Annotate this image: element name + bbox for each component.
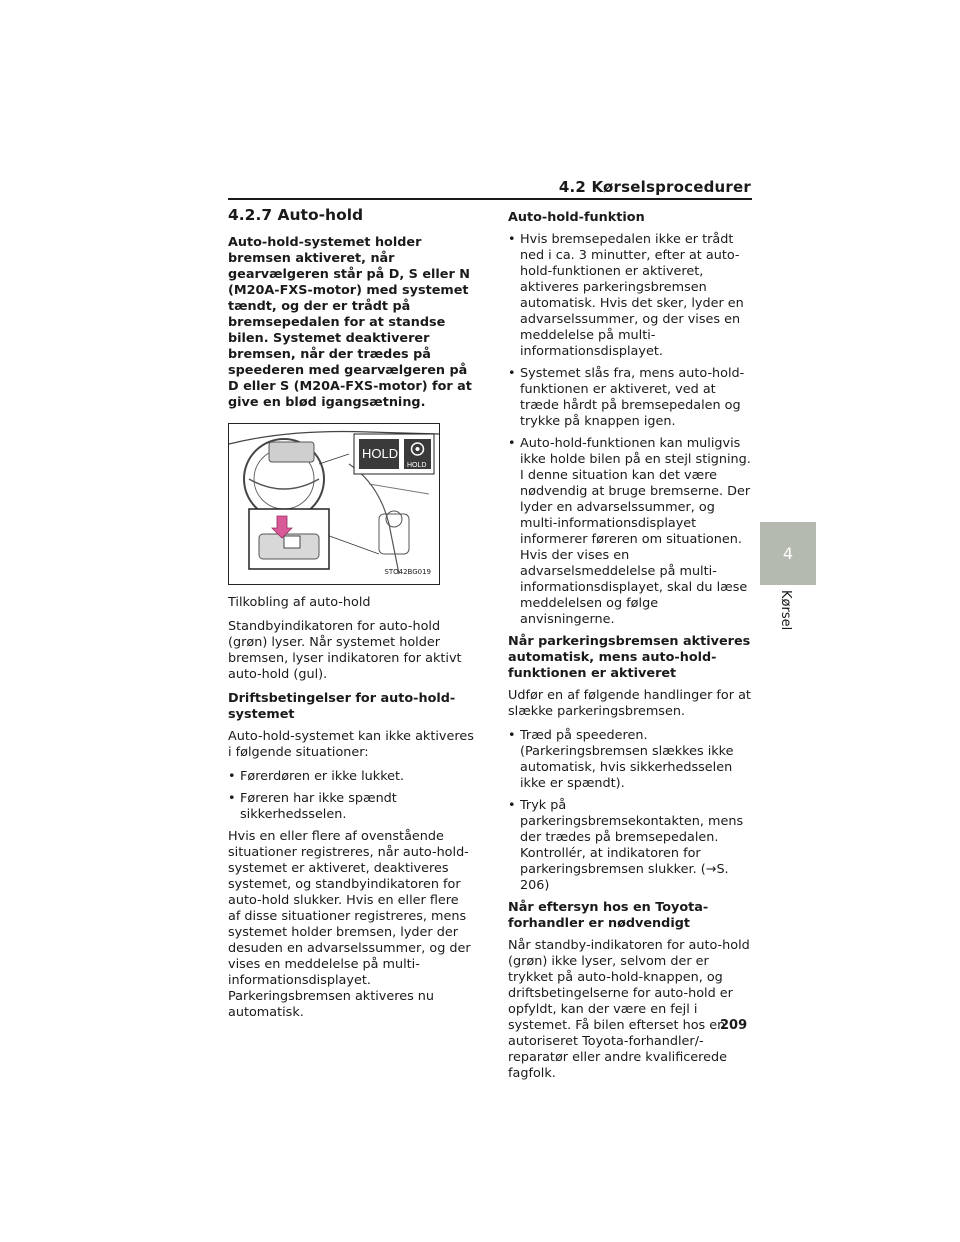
operating-conditions-heading: Driftsbetingelser for auto-hold-systemet — [228, 691, 456, 722]
chapter-label: Kørsel — [778, 590, 793, 631]
standby-paragraph: Standbyindikatoren for auto-hold (grøn) lyser. Når systemet holder bremsen, lyser indikatoren for aktivt auto-hold (gul). — [228, 619, 462, 682]
deactivation-paragraph: Hvis en eller flere af ovenstående situationer registreres, når auto-hold-systemet er aktiveret, deaktiveres systemet, og standbyindikatoren for auto-hold slukker. Hvis en eller flere af disse situationer registreres, mens systemet holder bremsen, lyder der desuden en advarselssummer, og der vises en meddelelse på multi-informationsdisplayet. Parkeringsbremsen aktiveres nu automatisk. — [228, 829, 471, 1020]
list-item: • Auto-hold-funktionen kan muligvis ikke holde bilen på en stejl stigning. I denne situation kan det være nødvendig at bruge bremserne. Der lyder en advarselssummer, og multi-informationsdisplayet informerer føreren om situationen. Hvis der vises en advarselsmeddelelse på multi-informationsdisplayet, skal du læse meddelelsen og følge anvisningerne. — [508, 436, 754, 628]
list-item: • Tryk på parkeringsbremsekontakten, mens der trædes på bremsepedalen. Kontrollér, at indikatoren for parkeringsbremsen slukker. (→S. 206) — [508, 798, 754, 894]
header-rule — [228, 198, 752, 200]
list-item: • Hvis bremsepedalen ikke er trådt ned i ca. 3 minutter, efter at auto-hold-funktionen er aktiveret, aktiveres parkeringsbremsen automatisk. Hvis det sker, lyder en advarselssummer, og der vises en meddelelse på multi-informationsdisplayet. — [508, 232, 754, 360]
dealer-heading: Når eftersyn hos en Toyota-forhandler er nødvendigt — [508, 900, 709, 931]
function-list — [508, 232, 754, 628]
auto-hold-illustration — [228, 423, 440, 585]
figure-caption: Tilkobling af auto-hold — [228, 595, 371, 610]
conditions-intro: Auto-hold-systemet kan ikke aktiveres i følgende situationer: — [228, 729, 474, 760]
conditions-list — [228, 769, 474, 823]
dealer-paragraph: Når standby-indikatoren for auto-hold (grøn) ikke lyser, selvom der er trykket på auto-hold-knappen, og driftsbetingelserne for auto-hold er opfyldt, kan der være en fejl i systemet. Få bilen efterset hos en autoriseret Toyota-forhandler/-reparatør eller andre kvalificerede fagfolk. — [508, 938, 750, 1081]
intro-paragraph: Auto-hold-systemet holder bremsen aktiveret, når gearvælgeren står på D, S eller N (M20A-FXS-motor) med systemet tændt, og der er trådt på bremsepedalen for at standse bilen. Systemet deaktiverer bremsen, når der trædes på speederen med gearvælgeren på D eller S (M20A-FXS-motor) for at give en blød igangsætning. — [228, 235, 472, 410]
hold-icon-label: HOLD — [407, 462, 427, 469]
section-title: 4.2.7 Auto-hold — [228, 206, 364, 224]
chapter-tab: 4 — [760, 522, 816, 585]
list-item: • Førerdøren er ikke lukket. — [228, 769, 474, 785]
parking-brake-heading: Når parkeringsbremsen aktiveres automatisk, mens auto-hold-funktionen er aktiveret — [508, 634, 751, 681]
page-number: 209 — [720, 1018, 748, 1033]
release-intro: Udfør en af følgende handlinger for at slække parkeringsbremsen. — [508, 688, 751, 719]
figure-code: STO42BG019 — [384, 568, 431, 576]
list-item: • Føreren har ikke spændt sikkerhedsselen. — [228, 791, 474, 823]
function-heading: Auto-hold-funktion — [508, 210, 645, 225]
list-item: • Træd på speederen. (Parkeringsbremsen slækkes ikke automatisk, hvis sikkerhedsselen ikke er spændt). — [508, 728, 754, 792]
list-item: • Systemet slås fra, mens auto-hold-funktionen er aktiveret, ved at træde hårdt på bremsepedalen og trykke på knappen igen. — [508, 366, 754, 430]
dashboard-drawing — [229, 424, 439, 584]
right-column — [508, 210, 754, 1090]
release-list — [508, 728, 754, 894]
hold-text-indicator: HOLD — [362, 446, 399, 461]
left-column — [228, 205, 474, 1029]
running-header: 4.2 Kørselsprocedurer — [558, 178, 751, 196]
